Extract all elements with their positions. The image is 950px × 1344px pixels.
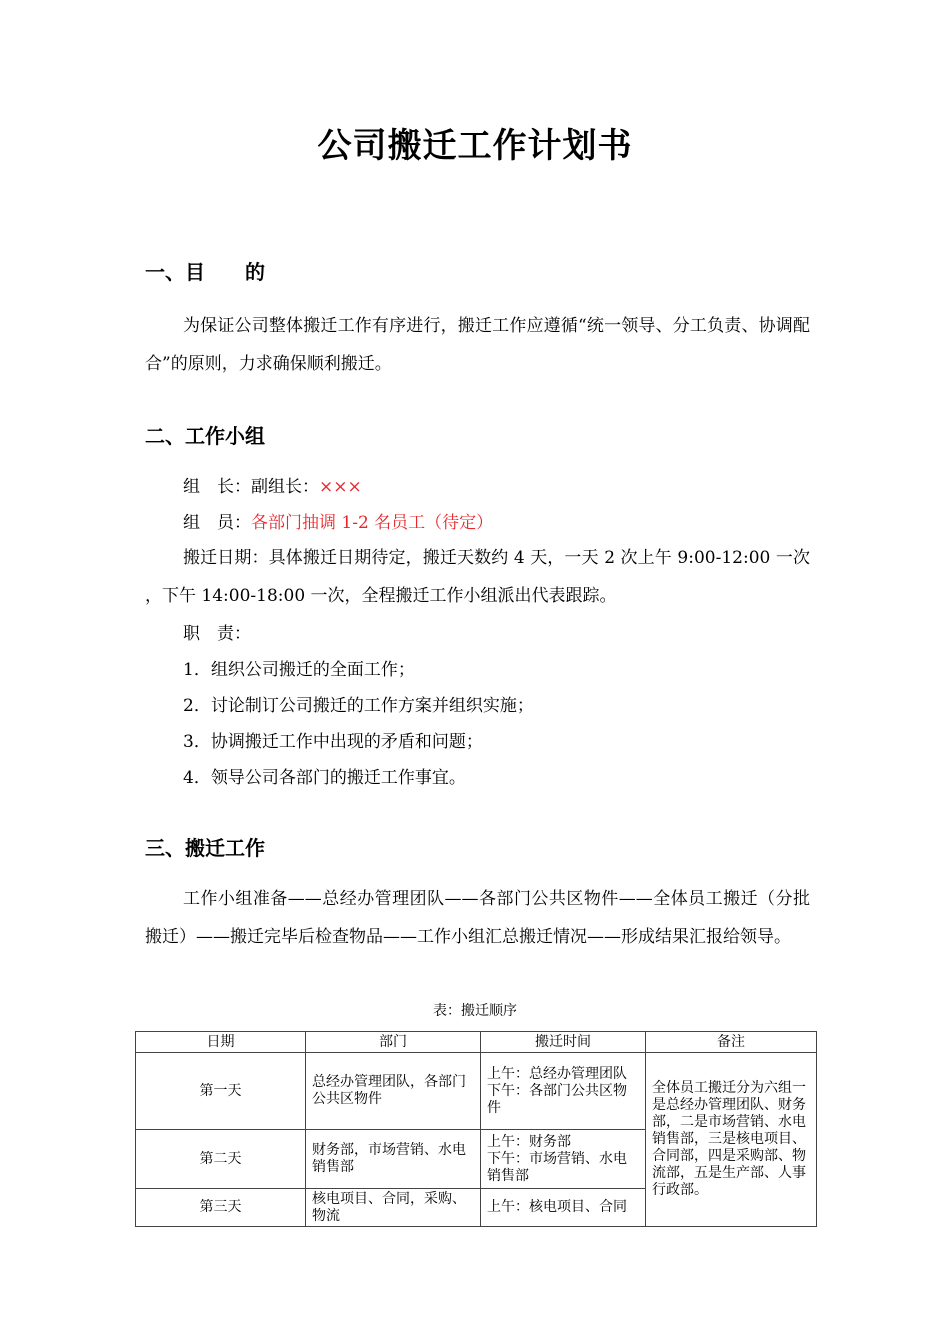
section-heading-work-group: 二、工作小组 (145, 424, 265, 448)
column-header-date: 日期 (136, 1032, 306, 1053)
relocation-process-paragraph: 工作小组准备——总经办管理团队——各部门公共区物件——全体员工搬迁（分批搬迁）——搬迁完毕后检查物品——工作小组汇总搬迁情况——形成结果汇报给领导。 (145, 889, 810, 947)
section-heading-relocation-work: 三、搬迁工作 (145, 836, 265, 860)
time-cell (481, 1130, 646, 1189)
time-pm: 下午：市场营销、水电销售部 (487, 1150, 627, 1184)
column-header-time: 搬迁时间 (481, 1032, 646, 1053)
group-members-line (183, 511, 493, 535)
date-cell: 第三天 (136, 1189, 306, 1227)
time-cell (481, 1053, 646, 1130)
schedule-paragraph: 搬迁日期：具体搬迁日期待定，搬迁天数约 4 天，一天 2 次上午 9:00-12:00 一次 ，下午 14:00-18:00 一次，全程搬迁工作小组派出代表跟踪。 (145, 548, 810, 606)
column-header-department: 部门 (306, 1032, 481, 1053)
group-leader-label: 组 长：副组长： (183, 477, 319, 497)
duty-item: 3．协调搬迁工作中出现的矛盾和问题； (183, 732, 483, 752)
table-header-row (136, 1032, 817, 1053)
department-cell: 财务部，市场营销、水电销售部 (306, 1130, 481, 1189)
column-header-note: 备注 (646, 1032, 817, 1053)
group-members-label: 组 员： (183, 513, 251, 533)
duty-item: 4．领导公司各部门的搬迁工作事宜。 (183, 768, 466, 788)
time-am: 上午：核电项目、合同 (487, 1199, 627, 1215)
duty-item: 2．讨论制订公司搬迁的工作方案并组织实施； (183, 696, 534, 716)
time-pm: 下午：各部门公共区物件 (487, 1082, 627, 1116)
table-caption: 表：搬迁顺序 (433, 1003, 517, 1019)
time-am: 上午：总经办管理团队 (487, 1065, 627, 1082)
group-leader-line (183, 475, 362, 499)
group-leader-value: ××× (319, 477, 362, 497)
time-am: 上午：财务部 (487, 1133, 571, 1150)
table-row (136, 1053, 817, 1130)
group-members-value: 各部门抽调 1-2 名员工（待定） (251, 513, 494, 533)
duties-label: 职 责： (183, 624, 251, 644)
note-cell: 全体员工搬迁分为六组一是总经办管理团队、财务部，二是市场营销、水电销售部，三是核电项目、合同部，四是采购部、物流部，五是生产部、人事行政部。 (646, 1053, 817, 1227)
duty-item: 1．组织公司搬迁的全面工作； (183, 660, 415, 680)
department-cell: 总经办管理团队，各部门公共区物件 (306, 1053, 481, 1130)
time-cell (481, 1189, 646, 1227)
page-title: 公司搬迁工作计划书 (317, 126, 633, 166)
section-heading-purpose: 一、目 的 (145, 260, 265, 284)
department-cell: 核电项目、合同，采购、物流 (306, 1189, 481, 1227)
date-cell: 第二天 (136, 1130, 306, 1189)
relocation-order-table (135, 1031, 817, 1227)
date-cell: 第一天 (136, 1053, 306, 1130)
purpose-paragraph: 为保证公司整体搬迁工作有序进行，搬迁工作应遵循“统一领导、分工负责、协调配合”的原则，力求确保顺利搬迁。 (145, 316, 810, 374)
